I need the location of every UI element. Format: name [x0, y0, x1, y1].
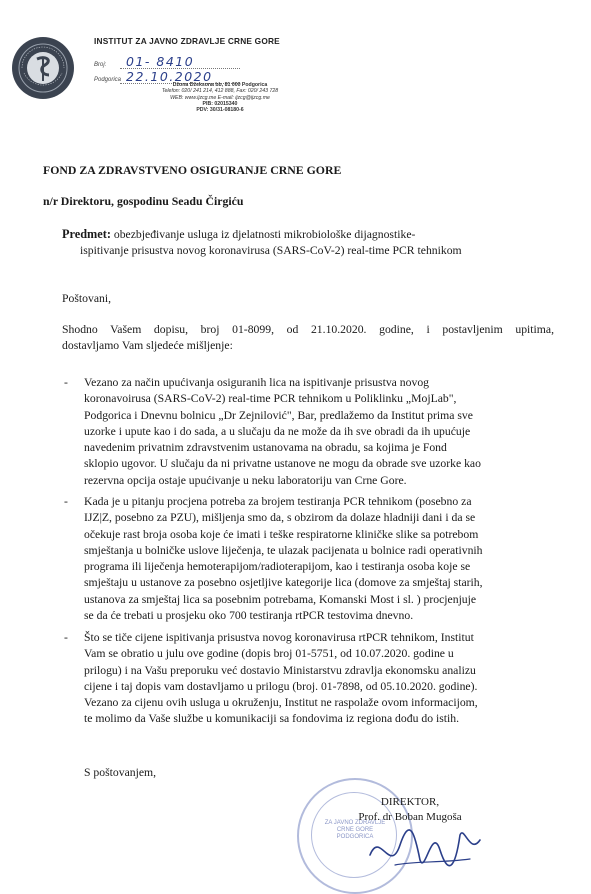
closing: S poštovanjem,	[84, 766, 157, 779]
subject-line-2: ispitivanje prisustva novog koronavirusa (SARS-CoV-2) real-time PCR tehnikom	[80, 244, 462, 258]
web-email-line: WEB: www.ijzcg.me E-mail: ijzcg@ijzcg.me	[170, 94, 270, 101]
bullet-line: cijene i taj dopis vam dostavljamo u prilogu (broj. 01-7898, od 05.10.2020. godine).	[84, 679, 478, 693]
stamp-line: PODGORICA	[336, 834, 374, 840]
handwritten-signature	[360, 815, 490, 885]
bullet-line: sklopio ugovor. U slučaju da ni privatne ustanove ne mogu da obrade sve uzorke kao	[84, 457, 481, 471]
subject	[62, 226, 562, 260]
bullet-line: očekuje rast broja osoba koje će imati i teške respiratorne kliničke slike sa potrebom	[84, 527, 479, 541]
bullet-line: uzorke i upute kao i do sada, a u slučaju da ne može da ih sve obradi da ih upućuje	[84, 424, 471, 438]
bullet-line: koronavoirusa (SARS-CoV-2) real-time PCR tehnikom u Poliklinku „MojLab",	[84, 392, 457, 406]
registration-number: 01- 8410	[126, 54, 195, 69]
bullet-line: Kada je u pitanju procjena potreba za brojem testiranja PCR tehnikom (posebno za	[84, 495, 472, 508]
bullet-line: Podgorica i Dnevnu bolnicu „Dr Zejnilović", Bar, predlažemo da Institut prima sve	[84, 408, 473, 422]
bullet-dash: -	[64, 631, 68, 644]
bullet-line: Vezano za način upućivanja osiguranih lica na ispitivanje prisustva novog	[84, 376, 430, 389]
list-item	[64, 375, 560, 489]
bullet-line: prilogu) i na Vašu preporuku već dostavio Ministarstvu zdravlja ekonomsku analizu	[84, 663, 476, 677]
institution-name: INSTITUT ZA JAVNO ZDRAVLJE CRNE GORE	[94, 36, 280, 46]
intro-paragraph	[62, 322, 554, 355]
attention-line: n/r Direktoru, gospodinu Seadu Čirgiću	[43, 194, 244, 208]
recipient: FOND ZA ZDRAVSTVENO OSIGURANJE CRNE GORE	[43, 163, 342, 177]
registration-date: 22.10.2020	[126, 69, 213, 84]
bullet-line: IJZ|Z, posebno za PZU), mišljenja smo da, s obzirom da dolaze hladniji dani i da se	[84, 511, 476, 525]
list-item	[64, 494, 560, 624]
bullet-line: Vezano za cijenu ovih usluga u okruženju, Institut ne raspolaže ovom informacijom,	[84, 696, 478, 710]
bullet-dash: -	[64, 376, 68, 389]
bullet-line: programa ili liječenja hemoterapijom/radioterapijom, kao i testiranja osoba koje se	[84, 560, 471, 574]
intro-line: Shodno Vašem dopisu, broj 01-8099, od 21.10.2020. godine, i postavljenim upitima,	[62, 323, 554, 336]
list-item	[64, 630, 560, 728]
contact-block	[130, 82, 310, 113]
bullet-line: te molimo da Vaše službe u komunikaciji sa fondovima iz regiona dođu do istih.	[84, 712, 460, 726]
registration-number-row	[94, 56, 294, 70]
greeting: Poštovani,	[62, 292, 112, 305]
bullet-line: se da će trebati u prosjeku oko 700 testiranja rtPCR testovima dnevno.	[84, 609, 414, 623]
address-line: Džona Džeksona bb, 81 000 Podgorica	[172, 82, 268, 88]
bullet-dash: -	[64, 495, 68, 508]
bullet-line: ustanova za smještaj lica sa posebnim potrebama, Komanski Most i sl. ) procjenjuje	[84, 592, 477, 606]
subject-label: Predmet:	[62, 227, 111, 241]
bullet-line: Što se tiče cijene ispitivanja prisustva novog koronavirusa rtPCR tehnikom, Institut	[84, 631, 474, 644]
city-label: Podgorica	[94, 77, 122, 83]
bullet-line: smještaju u ustanove za posebno osjetljive kategorije lica (domove za smještaj starih,	[84, 576, 483, 590]
bullet-line: smještanja u bolničke uslove liječenja, te ulazak pacijenata u bolnice radi operativnih	[84, 543, 483, 557]
phone-line: Telefon: 020/ 241 214, 412 888, Fax: 020/ 243 728	[161, 88, 279, 95]
stamp-line: CRNE GORE	[336, 827, 374, 833]
bullet-line: navedenim privatnim zdravstvenim ustanovama na obradu, sa kojima je Fond	[84, 441, 447, 455]
number-label: Broj:	[94, 62, 107, 68]
subject-line-1: obezbjeđivanje usluga iz djelatnosti mikrobiološke dijagnostike-	[113, 228, 416, 241]
institute-logo	[12, 37, 74, 99]
stamp-line: ZA JAVNO ZDRAVLJE	[324, 820, 386, 826]
pdv-line: PDV: 30/31-08180-6	[196, 107, 244, 114]
signatory-name: Prof. dr Boban Mugoša	[358, 810, 462, 823]
bullet-line: rezervna opcija ostaje upućivanje u neku laboratoriju van Crne Gore.	[84, 473, 407, 487]
signatory-title: DIREKTOR,	[380, 796, 440, 808]
intro-line: dostavljamo Vam sljedeće mišljenje:	[62, 339, 233, 353]
bullet-line: Vam se obratio u julu ove godine (dopis broj 01-5751, od 10.07.2020. godine u	[84, 647, 454, 661]
pib-line: PIB: 02015340	[202, 100, 238, 107]
